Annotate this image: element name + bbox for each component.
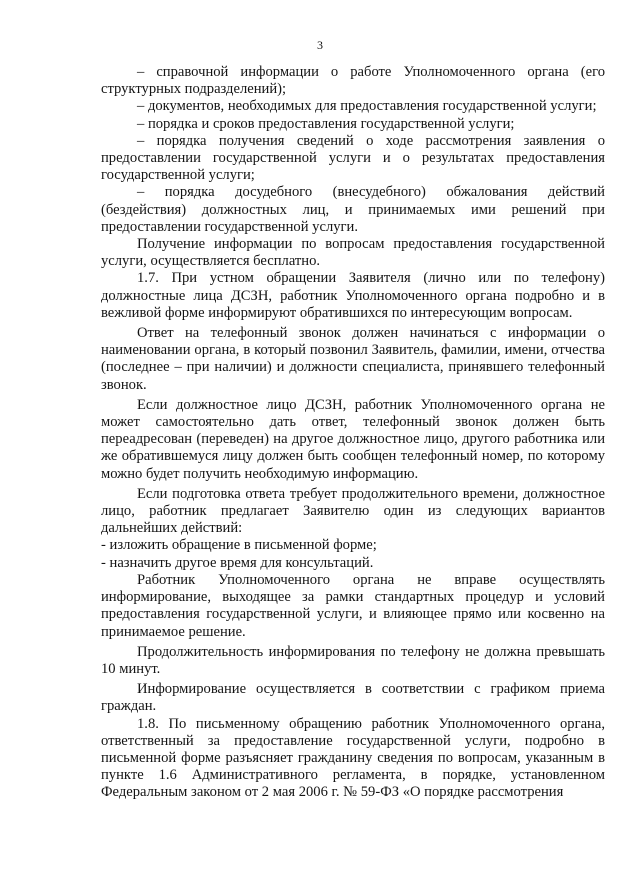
paragraph-phone-answer: Ответ на телефонный звонок должен начинаться с информации о наименовании органа, в который позвонил Заявитель, фамилии, имени, отчества (последнее – при наличии) и должности специалиста, принявшего телефонный звонок. [101, 325, 605, 393]
paragraph-1-8-written-request: 1.8. По письменному обращению работник Уполномоченного органа, ответственный за предоставление государственной услуги, подробно в письменной форме разъясняет гражданину сведения по вопросам, указанным в пункте 1.6 Административного регламента, в порядке, установленном Федеральным законом от 2 мая 2006 г. № 59-ФЗ «О порядке рассмотрения [101, 715, 605, 801]
bullet-appeal-procedure: – порядка досудебного (внесудебного) обжалования действий (бездействия) должностных лиц, и принимаемых ими решений при предоставлении государственной услуги. [101, 184, 605, 235]
paragraph-long-answer: Если подготовка ответа требует продолжительного времени, должностное лицо, работник предлагает Заявителю один из следующих вариантов дальнейших действий: [101, 485, 605, 537]
option-other-time: - назначить другое время для консультаций. [101, 554, 374, 571]
bullet-procedure-terms: – порядка и сроков предоставления государственной услуги; [137, 115, 515, 132]
bullet-documents: – документов, необходимых для предоставления государственной услуги; [137, 98, 597, 115]
paragraph-call-redirect: Если должностное лицо ДСЗН, работник Уполномоченного органа не может самостоятельно дать ответ, телефонный звонок должен быть переадресован (переведен) на другое должностное лицо, другого работника или же обратившемуся лицу должен быть сообщен телефонный номер, по которому можно будет получить необходимую информацию. [101, 396, 605, 482]
paragraph-information-limits: Работник Уполномоченного органа не вправе осуществлять информирование, выходящее за рамки стандартных процедур и условий предоставления государственной услуги, и влияющее прямо или косвенно на принимаемое решение. [101, 571, 605, 640]
option-written-form: - изложить обращение в письменной форме; [101, 537, 377, 554]
paragraph-schedule: Информирование осуществляется в соответствии с графиком приема граждан. [101, 681, 605, 715]
bullet-reference-info: – справочной информации о работе Уполномоченного органа (его структурных подразделений); [101, 64, 605, 98]
paragraph-free-information: Получение информации по вопросам предоставления государственной услуги, осуществляется бесплатно. [101, 236, 605, 270]
paragraph-phone-duration: Продолжительность информирования по телефону не должна превышать 10 минут. [101, 643, 605, 677]
document-body [101, 64, 605, 802]
page-number: 3 [317, 38, 323, 52]
bullet-application-status: – порядка получения сведений о ходе рассмотрения заявления о предоставлении государственной услуги и о результатах предоставления государственной услуги; [101, 132, 605, 184]
paragraph-1-7-oral-request: 1.7. При устном обращении Заявителя (лично или по телефону) должностные лица ДСЗН, работник Уполномоченного органа подробно и в вежливой форме информируют обратившихся по интересующим вопросам. [101, 270, 605, 321]
